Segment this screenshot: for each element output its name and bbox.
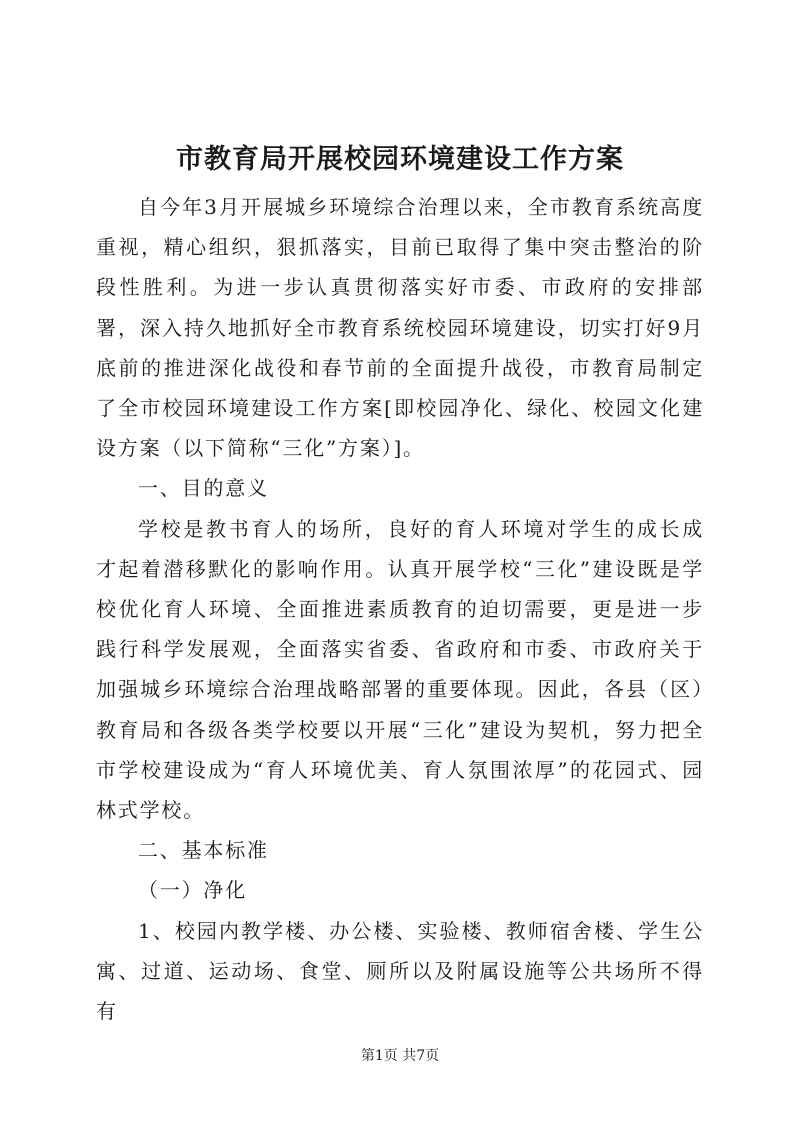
section-heading-purpose: 一、目的意义 <box>138 476 269 501</box>
document-body <box>96 187 704 1031</box>
subsection-heading-purification: （一）净化 <box>138 878 247 903</box>
section-heading-standards: 二、基本标准 <box>138 838 269 863</box>
intro-paragraph: 自今年3月开展城乡环境综合治理以来，全市教育系统高度重视，精心组织，狠抓落实，目前已取得了集中突击整治的阶段性胜利。为进一步认真贯彻落实好市委、市政府的安排部署，深入持久地抓好全市教育系统校园环境建设，切实打好9月底前的推进深化战役和春节前的全面提升战役，市教育局制定了全市校园环境建设工作方案[即校园净化、绿化、校园文化建设方案（以下简称“三化”方案）]。 <box>96 195 704 461</box>
standard-item-1: 1、校园内教学楼、办公楼、实验楼、教师宿舍楼、学生公寓、过道、运动场、食堂、厕所以及附属设施等公共场所不得有 <box>96 918 704 1024</box>
document-title: 市教育局开展校园环境建设工作方案 <box>176 144 624 175</box>
purpose-paragraph: 学校是教书育人的场所，良好的育人环境对学生的成长成才起着潜移默化的影响作用。认真开展学校“三化”建设既是学校优化育人环境、全面推进素质教育的迫切需要，更是进一步践行科学发展观，全面落实省委、省政府和市委、市政府关于加强城乡环境综合治理战略部署的重要体现。因此，各县（区）教育局和各级各类学校要以开展“三化”建设为契机，努力把全市学校建设成为“育人环境优美、育人氛围浓厚”的花园式、园林式学校。 <box>96 516 704 823</box>
page-footer: 第1页 共7页 <box>360 1048 440 1064</box>
